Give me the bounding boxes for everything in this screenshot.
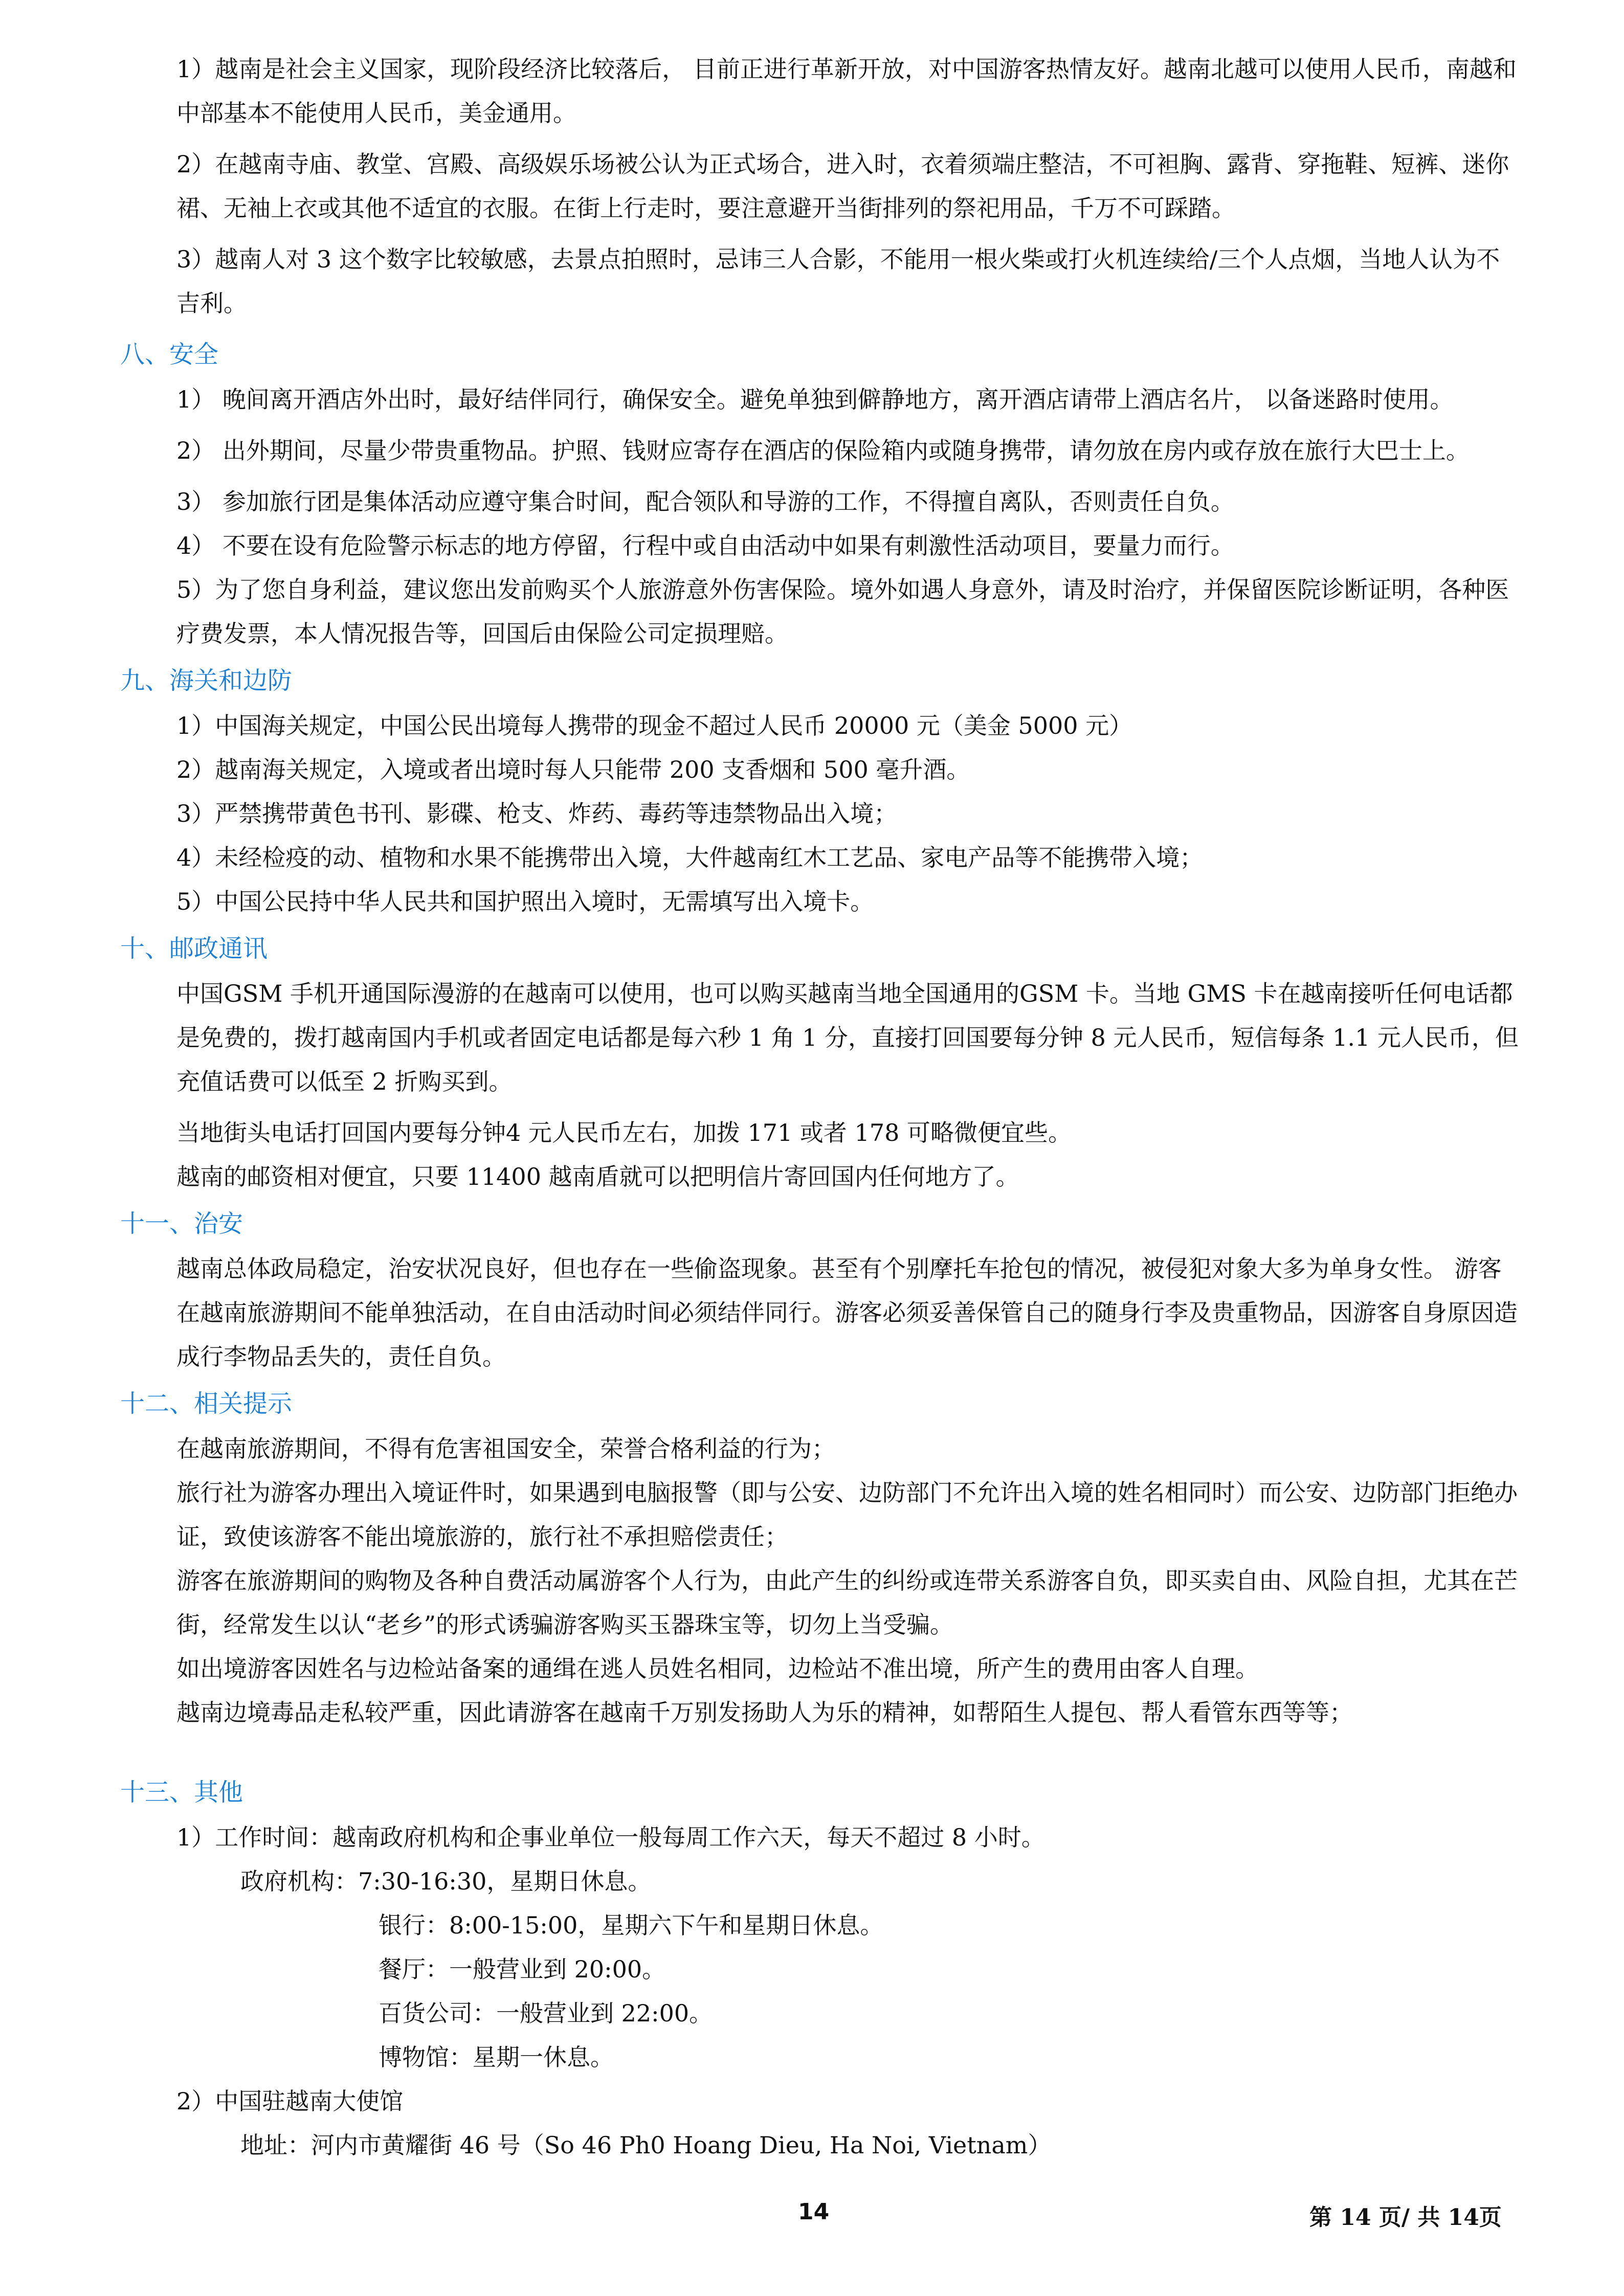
list-item: 4） 不要在设有危险警示标志的地方停留，行程中或自由活动中如果有刺激性活动项目，要量力而行。	[176, 532, 1234, 559]
customs-section	[120, 659, 1522, 924]
list-item: 在越南旅游期间，不得有危害祖国安全，荣誉合格利益的行为；	[176, 1435, 835, 1462]
telecom-section	[120, 927, 1522, 1199]
vietnam-info-section	[120, 47, 1522, 325]
list-item: 1） 晚间离开酒店外出时，最好结伴同行，确保安全。避免单独到僻静地方，离开酒店请带上酒店名片， 以备迷路时使用。	[176, 386, 1454, 413]
gov-hours-line: 政府机构：7:30-16:30，星期日休息。	[240, 1867, 652, 1895]
tips-section	[120, 1382, 1522, 1735]
section-heading: 九、海关和边防	[120, 666, 293, 695]
list-item: 1）中国海关规定，中国公民出境每人携带的现金不超过人民币 20000 元（美金 5000 元）	[176, 712, 1133, 739]
museum-hours-line: 博物馆：星期一休息。	[379, 2043, 614, 2071]
other-section	[120, 1770, 1522, 2167]
safety-section	[120, 332, 1522, 656]
embassy-line: 2）中国驻越南大使馆	[176, 2087, 404, 2115]
section-heading: 十二、相关提示	[120, 1389, 293, 1418]
page-number: 14	[798, 2199, 830, 2225]
list-item: 5）为了您自身利益，建议您出发前购买个人旅游意外伤害保险。境外如遇人身意外，请及时治疗，并保留医院诊断证明，各种医疗费发票，本人情况报告等，回国后由保险公司定损理赔。	[176, 576, 1509, 647]
list-item: 越南的邮资相对便宜，只要 11400 越南盾就可以把明信片寄回国内任何地方了。	[176, 1163, 1019, 1190]
section-heading: 十三、其他	[120, 1778, 243, 1807]
list-item: 中国GSM 手机开通国际漫游的在越南可以使用，也可以购买越南当地全国通用的GSM 卡。当地 GMS 卡在越南接听任何电话都是免费的，拨打越南国内手机或者固定电话都是每六秒 1 角 1 分，直接打回国要每分钟 8 元人民币，短信每条 1.1 元人民币，但充值话费可以低至 2 折购买到。	[176, 980, 1519, 1095]
list-item: 2） 出外期间，尽量少带贵重物品。护照、钱财应寄存在酒店的保险箱内或随身携带，请勿放在房内或存放在旅行大巴士上。	[176, 437, 1470, 464]
paragraph: 2）在越南寺庙、教堂、宫殿、高级娱乐场被公认为正式场合，进入时，衣着须端庄整洁，不可袒胸、露背、穿拖鞋、短裤、迷你裙、无袖上衣或其他不适宜的衣服。在街上行走时，要注意避开当街排列的祭祀用品，千万不可踩踏。	[176, 150, 1509, 222]
document-body	[120, 47, 1522, 2167]
embassy-address: 地址：河内市黄耀街 46 号（So 46 Ph0 Hoang Dieu, Ha Noi, Vietnam）	[240, 2131, 1052, 2159]
list-item: 2）越南海关规定，入境或者出境时每人只能带 200 支香烟和 500 毫升酒。	[176, 756, 970, 783]
paragraph: 3）越南人对 3 这个数字比较敏感，去景点拍照时，忌讳三人合影，不能用一根火柴或打火机连续给/三个人点烟，当地人认为不吉利。	[176, 245, 1500, 317]
page-count: 第 14 页/ 共 14页	[1309, 2204, 1502, 2231]
list-item: 4）未经检疫的动、植物和水果不能携带出入境，大件越南红木工艺品、家电产品等不能携带入境；	[176, 844, 1204, 871]
list-item: 3）严禁携带黄色书刊、影碟、枪支、炸药、毒药等违禁物品出入境；	[176, 800, 898, 827]
list-item: 3） 参加旅行团是集体活动应遵守集合时间，配合领队和导游的工作，不得擅自离队，否则责任自负。	[176, 488, 1234, 515]
section-heading: 十、邮政通讯	[120, 934, 268, 963]
spacer	[120, 1735, 1522, 1767]
security-section	[120, 1202, 1522, 1379]
list-item: 越南边境毒品走私较严重，因此请游客在越南千万别发扬助人为乐的精神，如帮陌生人提包、帮人看管东西等等；	[176, 1699, 1353, 1726]
list-item: 如出境游客因姓名与边检站备案的通缉在逃人员姓名相同，边检站不准出境，所产生的费用由客人自理。	[176, 1655, 1259, 1682]
bank-hours-line: 银行：8:00-15:00，星期六下午和星期日休息。	[379, 1911, 884, 1939]
work-hours-line: 1）工作时间：越南政府机构和企事业单位一般每周工作六天，每天不超过 8 小时。	[176, 1824, 1045, 1851]
list-item: 越南总体政局稳定，治安状况良好，但也存在一些偷盗现象。甚至有个别摩托车抢包的情况，被侵犯对象大多为单身女性。 游客在越南旅游期间不能单独活动，在自由活动时间必须结伴同行。游客必须妥善保管自己的随身行李及贵重物品，因游客自身原因造成行李物品丢失的，责任自负。	[176, 1255, 1518, 1370]
store-hours-line: 百货公司：一般营业到 22:00。	[379, 1999, 713, 2027]
paragraph: 1）越南是社会主义国家，现阶段经济比较落后， 目前正进行革新开放，对中国游客热情友好。越南北越可以使用人民币，南越和中部基本不能使用人民币，美金通用。	[176, 55, 1517, 127]
list-item: 旅行社为游客办理出入境证件时，如果遇到电脑报警（即与公安、边防部门不允许出入境的姓名相同时）而公安、边防部门拒绝办证，致使该游客不能出境旅游的，旅行社不承担赔偿责任；	[176, 1479, 1518, 1550]
list-item: 游客在旅游期间的购物及各种自费活动属游客个人行为，由此产生的纠纷或连带关系游客自负，即买卖自由、风险自担，尤其在芒街，经常发生以认“老乡”的形式诱骗游客购买玉器珠宝等，切勿上当受骗。	[176, 1567, 1518, 1638]
restaurant-hours-line: 餐厅：一般营业到 20:00。	[379, 1955, 666, 1983]
section-heading: 十一、治安	[120, 1209, 243, 1238]
list-item: 5）中国公民持中华人民共和国护照出入境时，无需填写出入境卡。	[176, 888, 874, 915]
section-heading: 八、安全	[120, 340, 219, 369]
list-item: 当地街头电话打回国内要每分钟4 元人民币左右，加拨 171 或者 178 可略微便宜些。	[176, 1119, 1072, 1146]
